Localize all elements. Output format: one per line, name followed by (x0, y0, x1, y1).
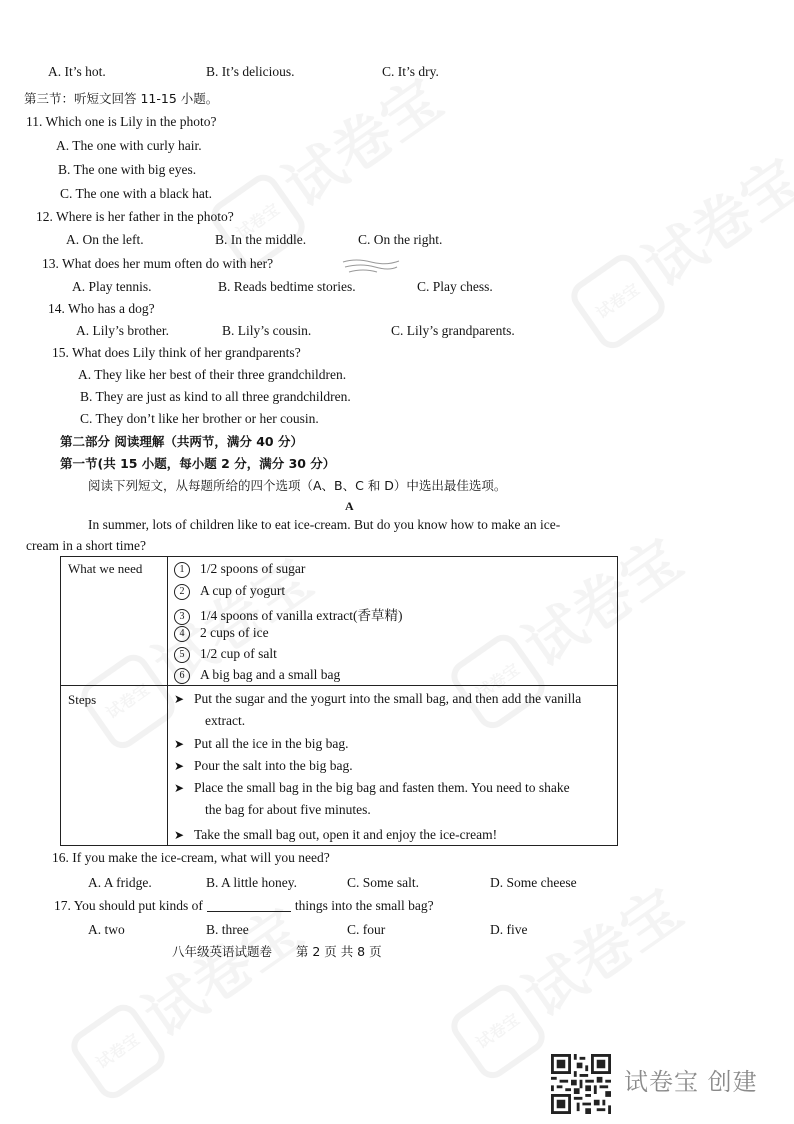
passage-letter: A (345, 499, 354, 513)
section3-title: 第三节：听短文回答 11-15 小题。 (24, 91, 219, 106)
number-circle-icon: 4 (174, 626, 190, 642)
number-circle-icon: 5 (174, 647, 190, 663)
steps-label: Steps (68, 692, 97, 707)
question-14: 14. Who has a dog? (48, 301, 155, 316)
ingredient-text: 1/2 cup of salt (200, 646, 277, 661)
step-item (174, 780, 570, 796)
q16-option-d: D. Some cheese (490, 875, 577, 890)
number-circle-icon: 3 (174, 609, 190, 625)
ingredient-item (174, 604, 402, 625)
qr-code-icon[interactable] (551, 1054, 611, 1114)
q16-option-b: B. A little honey. (206, 875, 297, 890)
arrowhead-bullet-icon: ➤ (174, 759, 185, 773)
step-text: Put all the ice in the big bag. (194, 736, 349, 751)
q17-option-b: B. three (206, 922, 249, 937)
part2-title: 第二部分 阅读理解（共两节，满分 40 分） (60, 434, 303, 449)
q17-option-d: D. five (490, 922, 528, 937)
answer-blank[interactable] (207, 899, 291, 912)
ingredient-text: A big bag and a small bag (200, 667, 341, 682)
q10-option-b: B. It’s delicious. (206, 64, 295, 79)
arrowhead-bullet-icon: ➤ (174, 781, 185, 795)
q11-option-b: B. The one with big eyes. (58, 162, 197, 177)
q13-option-b: B. Reads bedtime stories. (218, 279, 356, 294)
question-12: 12. Where is her father in the photo? (36, 209, 234, 224)
step-text: Pour the salt into the big bag. (194, 758, 353, 773)
watermark-logo (565, 248, 671, 354)
ingredient-item (174, 646, 277, 663)
step-continuation: the bag for about five minutes. (205, 802, 371, 817)
ingredient-item (174, 583, 285, 600)
step-item (174, 691, 581, 707)
q12-option-b: B. In the middle. (215, 232, 307, 247)
watermark-logo (445, 978, 551, 1084)
ingredient-text: 2 cups of ice (200, 625, 269, 640)
step-text: Put the sugar and the yogurt into the small bag, and then add the vanilla (194, 691, 582, 706)
table-divider-vertical (167, 557, 168, 845)
question-17-text: 17. You should put kinds of (54, 898, 203, 913)
passage-intro-line2: cream in a short time? (26, 538, 146, 553)
q14-option-a: A. Lily’s brother. (76, 323, 169, 338)
step-continuation: extract. (205, 713, 246, 728)
number-circle-icon: 6 (174, 668, 190, 684)
watermark-text (512, 875, 694, 1031)
q14-option-b: B. Lily’s cousin. (222, 323, 312, 338)
q15-option-c: C. They don’t like her brother or her cousin. (80, 411, 319, 426)
arrowhead-bullet-icon: ➤ (174, 828, 185, 842)
arrowhead-bullet-icon: ➤ (174, 737, 185, 751)
question-15: 15. What does Lily think of her grandparents? (52, 345, 301, 360)
what-we-need-label: What we need (68, 561, 143, 576)
q12-option-c: C. On the right. (358, 232, 443, 247)
passage-intro-line1: In summer, lots of children like to eat ice-cream. But do you know how to make an ice- (88, 517, 561, 532)
q10-option-a: A. It’s hot. (48, 64, 106, 79)
q11-option-a: A. The one with curly hair. (56, 138, 202, 153)
step-text: Take the small bag out, open it and enjoy the ice-cream! (194, 827, 498, 842)
watermark-logo (65, 998, 171, 1104)
ingredient-text: 1/2 spoons of sugar (200, 561, 306, 576)
step-item (174, 827, 497, 843)
step-item (174, 736, 348, 752)
arrowhead-bullet-icon: ➤ (174, 692, 185, 706)
question-17-text-end: things into the small bag? (294, 898, 434, 913)
ingredient-item (174, 667, 340, 684)
question-17 (54, 898, 434, 914)
number-circle-icon: 2 (174, 584, 190, 600)
question-11: 11. Which one is Lily in the photo? (26, 114, 217, 129)
step-item (174, 758, 353, 774)
ingredient-text: 1/4 spoons of vanilla extract(香草精) (200, 608, 403, 623)
ingredient-item (174, 625, 269, 642)
watermark-text (272, 65, 454, 221)
q10-option-c: C. It’s dry. (382, 64, 439, 79)
q13-option-a: A. Play tennis. (72, 279, 152, 294)
step-text: Place the small bag in the big bag and fasten them. You need to shake (194, 780, 570, 795)
ingredient-item (174, 561, 305, 578)
question-16: 16. If you make the ice-cream, what will you need? (52, 850, 330, 865)
watermark (58, 885, 319, 1105)
q17-option-c: C. four (347, 922, 386, 937)
brand-label: 试卷宝 创建 (624, 1068, 758, 1096)
ingredient-text: A cup of yogurt (200, 583, 286, 598)
section1-title: 第一节(共 15 小题，每小题 2 分，满分 30 分） (60, 456, 336, 471)
page-footer: 八年级英语试题卷 第 2 页 共 8 页 (172, 944, 382, 959)
q15-option-b: B. They are just as kind to all three grandchildren. (80, 389, 351, 404)
watermark-text (632, 145, 794, 301)
number-circle-icon: 1 (174, 562, 190, 578)
pencil-scribble (341, 256, 401, 276)
q16-option-c: C. Some salt. (347, 875, 420, 890)
watermark (438, 865, 699, 1085)
q17-option-a: A. two (88, 922, 125, 937)
q13-option-c: C. Play chess. (417, 279, 493, 294)
table-divider-horizontal (61, 685, 617, 686)
reading-instruction: 阅读下列短文，从每题所给的四个选项（A、B、C 和 D）中选出最佳选项。 (88, 478, 507, 493)
q16-option-a: A. A fridge. (88, 875, 152, 890)
q14-option-c: C. Lily’s grandparents. (391, 323, 515, 338)
q12-option-a: A. On the left. (66, 232, 144, 247)
q15-option-a: A. They like her best of their three grandchildren. (78, 367, 347, 382)
q11-option-c: C. The one with a black hat. (60, 186, 212, 201)
recipe-table (60, 556, 618, 846)
watermark (558, 135, 794, 355)
question-13: 13. What does her mum often do with her? (42, 256, 274, 271)
watermark-text (132, 895, 314, 1051)
